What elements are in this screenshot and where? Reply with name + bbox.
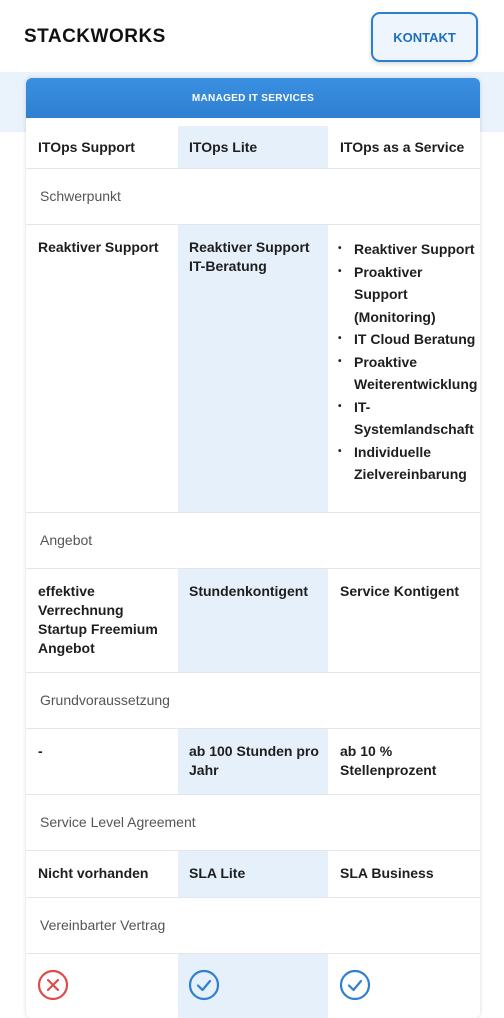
cell-sla-support: Nicht vorhanden xyxy=(38,865,149,881)
list-item: • IT-Systemlandschaft xyxy=(338,396,476,441)
list-item: • Individuelle Zielvereinbarung xyxy=(338,441,476,486)
cell-offer-service: Service Kontigent xyxy=(340,583,460,599)
column-header: ITOps Lite xyxy=(189,139,258,155)
cell-sla-service: SLA Business xyxy=(340,865,434,881)
comparison-card xyxy=(26,78,480,1018)
section-label: Service Level Agreement xyxy=(40,814,196,830)
divider xyxy=(26,168,480,169)
list-item: • Reaktiver Support xyxy=(338,238,476,261)
card-title: MANAGED IT SERVICES xyxy=(26,78,480,118)
cell-prereq-support: - xyxy=(38,743,43,759)
cell-sla-lite: SLA Lite xyxy=(189,865,246,881)
cell-offer-lite: Stundenkontigent xyxy=(189,583,308,599)
cell-focus-service xyxy=(338,238,476,486)
cell-prereq-lite: ab 100 Stunden pro Jahr xyxy=(189,743,319,778)
column-header: ITOps as a Service xyxy=(340,139,465,155)
cell-line: Reaktiver Support xyxy=(189,239,310,255)
section-label: Vereinbarter Vertrag xyxy=(40,917,166,933)
divider xyxy=(26,850,480,851)
logo[interactable]: STACKWORKS xyxy=(24,26,166,47)
divider xyxy=(26,512,480,513)
cell-line: IT-Beratung xyxy=(189,258,267,274)
list-item: • Proaktiver Support (Monitoring) xyxy=(338,261,476,329)
column-header: ITOps Support xyxy=(38,139,135,155)
divider xyxy=(26,672,480,673)
check-circle-icon xyxy=(339,969,371,1001)
divider xyxy=(26,794,480,795)
divider xyxy=(26,953,480,954)
section-label: Grundvoraussetzung xyxy=(40,692,170,708)
check-circle-icon xyxy=(188,969,220,1001)
contact-button[interactable]: KONTAKT xyxy=(371,12,478,62)
x-circle-icon xyxy=(37,969,69,1001)
list-item: • Proaktive Weiterentwicklung xyxy=(338,351,476,396)
section-label: Angebot xyxy=(40,532,93,548)
cell-focus-lite xyxy=(189,238,319,276)
section-label: Schwerpunkt xyxy=(40,188,121,204)
divider xyxy=(26,568,480,569)
cell-prereq-service: ab 10 % Stellenprozent xyxy=(340,743,437,778)
list-item: • IT Cloud Beratung xyxy=(338,328,476,351)
cell-focus-support: Reaktiver Support xyxy=(38,239,159,255)
cell-offer-support: effektive Verrechnung Startup Freemium Angebot xyxy=(38,583,158,656)
divider xyxy=(26,728,480,729)
site-header xyxy=(0,0,504,78)
divider xyxy=(26,224,480,225)
divider xyxy=(26,897,480,898)
